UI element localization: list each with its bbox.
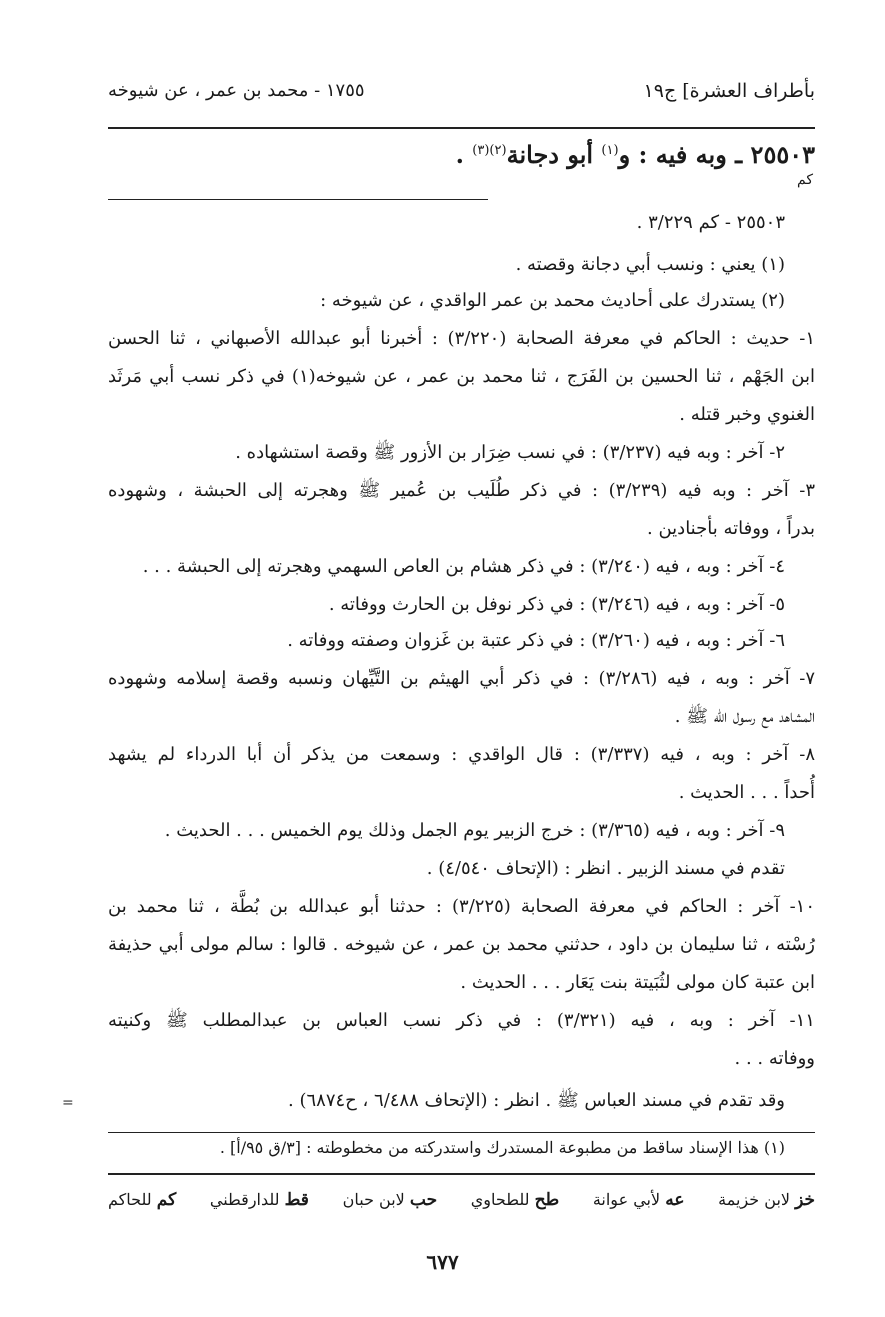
abbr-label: للطحاوي (470, 1190, 530, 1209)
abbr-label: لأبي عوانة (592, 1190, 661, 1209)
entry-source-abbr: كم (797, 172, 813, 188)
margin-mark: = (62, 1095, 74, 1111)
body-line: بدراً ، ووفاته بأجنادين . (647, 518, 815, 539)
body-line: ١٠- آخر : الحاكم في معرفة الصحابة (٣/٢٢٥) : حدثنا أبو عبدالله بن بُطَّة ، ثنا محمد بن (108, 896, 815, 917)
footnote: (١) هذا الإسناد ساقط من مطبوعة المستدرك واستدركته من مخطوطته : [٣/ق ٩٥/أ] . (219, 1138, 785, 1157)
entry-title-main: ٢٥٥٠٣ ـ وبه فيه : و (618, 140, 815, 169)
entry-title-name: أبو دجانة (506, 140, 602, 169)
body-line: ٥- آخر : وبه ، فيه (٣/٢٤٦) : في ذكر نوفل بن الحارث ووفاته . (328, 594, 785, 615)
abbr-code: خز (795, 1190, 815, 1210)
body-line: ابن عتبة كان مولى لثُبَيتة بنت يَعَار . . . الحديث . (460, 972, 815, 993)
abbr-item (343, 1190, 437, 1210)
footer-rule (108, 1173, 815, 1175)
body-line: وقد تقدم في مسند العباس ﷺ . انظر : (الإتحاف ٦/٤٨٨ ، ح٦٨٧٤) . (288, 1090, 785, 1111)
running-head-book-title: بأطراف العشرة] ج١٩ (643, 80, 815, 102)
abbr-item (718, 1190, 815, 1210)
abbr-code: عه (665, 1190, 685, 1210)
entry-title-sup1: (١) (601, 143, 619, 158)
abbr-label: لابن حبان (342, 1190, 405, 1209)
body-line: ٤- آخر : وبه ، فيه (٣/٢٤٠) : في ذكر هشام بن العاص السهمي وهجرته إلى الحبشة . . . (142, 556, 785, 577)
body-line: ووفاته . . . (734, 1048, 815, 1069)
body-line: ٢- آخر : وبه فيه (٣/٢٣٧) : في نسب ضِرَار بن الأزور ﷺ وقصة استشهاده . (235, 442, 785, 463)
body-line: أُحداً . . . الحديث . (678, 782, 815, 803)
body-line: تقدم في مسند الزبير . انظر : (الإتحاف ٤/٥٤٠) . (426, 858, 785, 879)
abbr-label: للدارقطني (209, 1190, 280, 1209)
body-line: رُسْته ، ثنا سليمان بن داود ، حدثني محمد بن عمر ، عن شيوخه . قالوا : سالم مولى أبي حذيفة (108, 934, 815, 955)
entry-rule (108, 199, 488, 200)
abbr-label: لابن خزيمة (718, 1190, 791, 1209)
body-line: ابن الجَهْم ، ثنا الحسين بن الفَرَج ، ثنا محمد بن عمر ، عن شيوخه(١) في ذكر نسب أبي مَرثَد (108, 366, 815, 387)
body-line: (١) يعني : ونسب أبي دجانة وقصته . (515, 254, 785, 275)
entry-title-sup2: (٢)(٣) (472, 143, 507, 158)
abbr-label: للحاكم (108, 1190, 152, 1209)
abbr-item (108, 1190, 176, 1210)
abbr-item (593, 1190, 685, 1210)
abbr-code: حب (409, 1190, 438, 1210)
abbr-item (471, 1190, 559, 1210)
page-number: ٦٧٧ (426, 1250, 459, 1274)
abbr-item (210, 1190, 309, 1210)
body-line: ١- حديث : الحاكم في معرفة الصحابة (٣/٢٢٠) : أخبرنا أبو عبدالله الأصبهاني ، ثنا الحسن (108, 328, 815, 349)
body-line: ٣- آخر : وبه فيه (٣/٢٣٩) : في ذكر طُلَيب بن عُمير ﷺ وهجرته إلى الحبشة ، وشهوده (108, 480, 815, 501)
body-line: ٦- آخر : وبه ، فيه (٣/٢٦٠) : في ذكر عتبة بن غَزوان وصفته ووفاته . (287, 630, 785, 651)
footnote-rule (108, 1132, 815, 1133)
body-line: المشاهد مع رسول الله ﷺ . (674, 706, 815, 727)
body-line: ٧- آخر : وبه ، فيه (٣/٢٨٦) : في ذكر أبي الهيثم بن التَّيِّهان ونسبه وقصة إسلامه وشهوده (108, 668, 815, 689)
abbreviation-key (108, 1190, 815, 1210)
entry-title-end: . (455, 140, 473, 169)
body-line: ١١- آخر : وبه ، فيه (٣/٣٢١) : في ذكر نسب العباس بن عبدالمطلب ﷺ وكنيته (108, 1010, 815, 1031)
running-head-section-title: ١٧٥٥ - محمد بن عمر ، عن شيوخه (108, 80, 365, 101)
body-line: (٢) يستدرك على أحاديث محمد بن عمر الواقدي ، عن شيوخه : (320, 290, 785, 311)
body-line: ٨- آخر : وبه ، فيه (٣/٣٣٧) : قال الواقدي : وسمعت من يذكر أن أبا الدرداء لم يشهد (108, 744, 815, 765)
header-rule (108, 127, 815, 129)
abbr-code: قط (284, 1190, 309, 1210)
abbr-code: طح (534, 1190, 560, 1210)
body-line: ٩- آخر : وبه ، فيه (٣/٣٦٥) : خرج الزبير يوم الجمل وذلك يوم الخميس . . . الحديث . (164, 820, 785, 841)
entry-title (456, 140, 815, 169)
body-line: ٢٥٥٠٣ - كم ٣/٢٢٩ . (636, 212, 785, 233)
body-line: الغنوي وخبر قتله . (679, 404, 815, 425)
abbr-code: كم (156, 1190, 177, 1210)
